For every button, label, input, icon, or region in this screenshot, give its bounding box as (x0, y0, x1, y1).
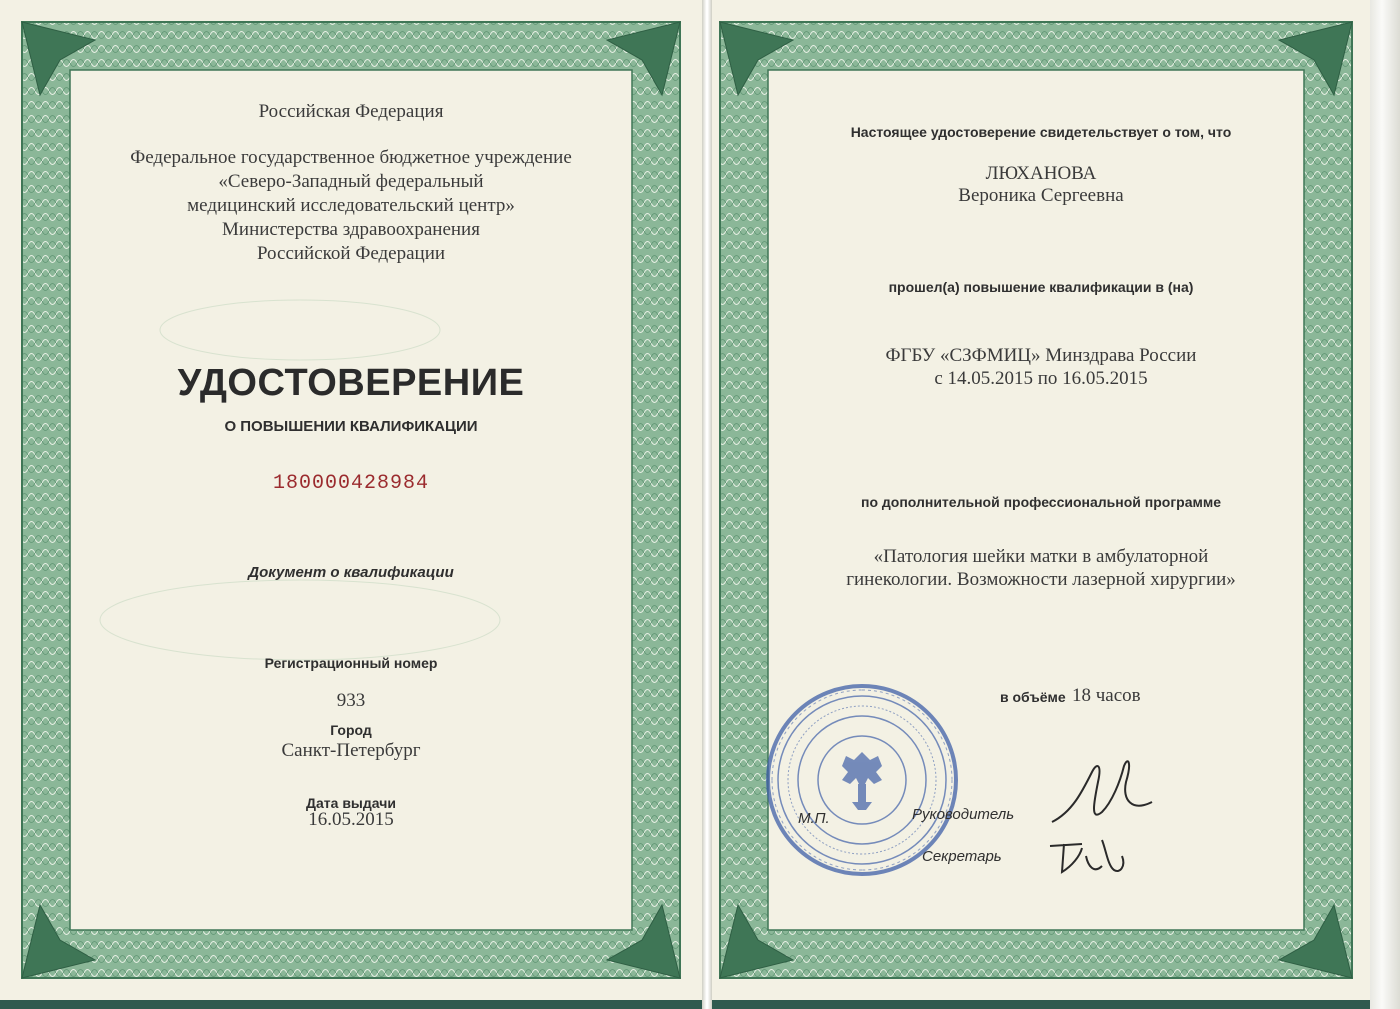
holder-surname: ЛЮХАНОВА (985, 163, 1097, 184)
program-line-2: гинекологии. Возможности лазерной хирургии» (846, 569, 1236, 590)
reg-number-label: Регистрационный номер (264, 655, 438, 671)
left-page (0, 0, 702, 1000)
secretary-signature-icon (1042, 826, 1132, 886)
country-name: Российская Федерация (258, 101, 444, 122)
reg-number-value: 933 (336, 690, 366, 711)
right-page (712, 0, 1370, 1000)
institution-line-2: «Северо-Западный федеральный (218, 171, 484, 192)
document-subtitle: О ПОВЫШЕНИИ КВАЛИФИКАЦИИ (224, 418, 478, 435)
organization-name: ФГБУ «СЗФМИЦ» Минздрава России (885, 345, 1197, 366)
booklet-edge (1370, 0, 1400, 1009)
volume-label: в объёме (1000, 689, 1066, 705)
institution-line-1: Федеральное государственное бюджетное учреждение (130, 147, 572, 168)
city-value: Санкт-Петербург (281, 740, 421, 761)
volume-value: 18 часов (1072, 685, 1141, 706)
document-title: УДОСТОВЕРЕНИЕ (177, 362, 525, 404)
institution-line-4: Министерства здравоохранения (222, 219, 480, 240)
institution-line-5: Российской Федерации (256, 243, 446, 264)
booklet-spine (702, 0, 712, 1009)
head-label: Руководитель (912, 806, 1015, 823)
institution-line-3: медицинский исследовательский центр» (187, 195, 515, 216)
program-line-1: «Патология шейки матки в амбулаторной (873, 546, 1209, 567)
secretary-label: Секретарь (922, 848, 1002, 865)
issue-date-value: 16.05.2015 (308, 809, 394, 830)
training-period: с 14.05.2015 по 16.05.2015 (934, 368, 1148, 389)
issue-date-label: Дата выдачи (306, 795, 396, 811)
holder-given-names: Вероника Сергеевна (958, 185, 1124, 206)
document-type: Документ о квалификации (248, 564, 454, 581)
program-label: по дополнительной профессиональной программе (860, 494, 1222, 510)
serial-number: 180000428984 (272, 472, 430, 495)
seal-abbrev: М.П. (798, 810, 830, 827)
city-label: Город (330, 722, 372, 738)
certifies-text: Настоящее удостоверение свидетельствует о том, что (850, 124, 1232, 140)
completed-text: прошел(а) повышение квалификации в (на) (888, 279, 1194, 295)
